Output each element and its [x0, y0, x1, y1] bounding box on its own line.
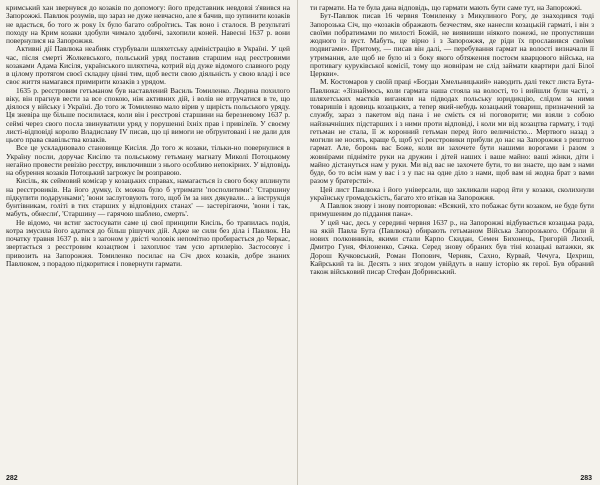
right-paragraph-4: Цей лист Павлюка і його універсали, що закликали народ йти у козаки, сколихнули українську громадськість, багато хто втікав на Запорожжя. [310, 184, 594, 202]
left-paragraph-5: Кисіль, як сеймовий комісар у козацьких справах, намагається із свого боку вплинути на реєстровиків. На його думку, їх можна було б утримати 'посполитими': 'Старшину підкупити подарунками'; 'вони заслуговують того, щоб їм за них дякували... а інструкція бунтівникам, голіті в тих старших у відповідних станах' — застерігаючи, 'вони і так, мабуть, обнесли', 'Старшину — гарячою шаблею, смерть'. [6, 176, 290, 219]
left-paragraph-6: Не відомо, чи встиг застосувати саме ці свої принципи Кисіль, бо трапилась подія, котра змусила його адатися до більш рішучих дій. Адже не сили без діла і Павлюк. На початку травня 1637 р. він з загоном у двісті чоловік непомітно пробирається до Черкас, звертається з реєстровим козацтвом і захоплює там усю артилерію. Застосовує і привозить на Запорожжя. Томиленко посилає на Січ двох козаків, добре знаних Павлюком, з порадою підкоритися і повернути гармати. [6, 217, 290, 268]
left-page-number: 282 [6, 475, 18, 482]
page-gutter [297, 0, 298, 485]
left-paragraph-4: Все це ускладнювало становище Кисіля. До того ж козаки, тільки-но повернулися в Україну посли, доручає Кисілю та польському гетьману магнату Миколі Потоцькому негайно провести ревізію реєстру, виключивши з нього особливо непокірних. У відповідь на обурення козаків Потоцький загрожує їм розправою. [6, 143, 290, 177]
right-paragraph-5: А Павлюк знову і знову повторював: «Всякий, хто побажає бути козаком, не буде бути примушеним до піддання пана». [310, 201, 594, 219]
right-paragraph-1: ти гармати. На те була дана відповідь, що гармати мають бути саме тут, на Запорожжі. [310, 4, 582, 12]
left-page [6, 4, 290, 474]
left-paragraph-3: 1635 р. реєстровим гетьманом був наставлений Василь Томиленко. Людина похилого віку, він прагнув вести за все спокою, ніж активних дій, і волів не втручатися в те, що діялося у війську і Україні. До того ж Томиленко мало вірив у щирість польського уряду. Ця зневіра ще більше посилилася, коли він і реєстрові старшини на березневому 1637 р. сеймі через свого посла звинуватили уряд у порушенні їхніх прав і привілеїв. У своєму листі-відповіді королю Владиславу IV писав, що ці вимоги не обґрунтовані і не дали для цього права свавільства козаків. [6, 85, 290, 144]
left-paragraph-2: Активні дії Павлюка неабияк стурбували шляхетську адміністрацію в Україні. У цей час, після смерті Жолкевського, польський уряд поставив старшим над реєстровими козаками Адама Кисіля, українського шляхтича, котрий від дуже відомого славного роду в цілому протягом своєї складну цінні тим, щоб вести свою діяльність у свою владі і все своє життя намагався примирити козаків з урядом. [6, 44, 290, 87]
right-paragraph-2: Бут-Павлюк писав 16 червня Томиленку з Микулиного Рогу, де знаходився тоді Запорозька Січ, що «козаків ображають безчестям, яке нанесли козацькій гарматі, і він з своїми побратимами по милості Божій, не виявивши ніякого пожежі, не пропустивши жодного із вуст. Мабуть, це вірно і з Запорожжя, де ріди їх прославився своїми подвигами». Притому, — писав він далі, — перебування гармат на волості визначали її утримання, але щоб не було ні з боку якого обтяження постоєм кварцового війська, на противагу куруківської комісії, тому що жовнірам не слід займати квартири далі Білої Церкви». [310, 11, 594, 78]
right-page [310, 4, 594, 474]
right-paragraph-3: М. Костомаров у своїй праці «Богдан Хмельницький» наводить далі текст листа Бута-Павлюка: «Зізнаймось, коли гармата наша стояла на волості, то і вийшли були часті, з шляхетських маєтків виганяли на підводах польську юридикцію, слідом за ними товаришів і вдовиць козацьких, а тепер який-небудь козацький товариш, призначений за службу, зараз з пакетом від пана і не смієть ся ні поговорити; ми взяли з собою найзначніших підстарших і з ними проти відповіді, і коли ми від козацтва гармату, і тоді гетьман не стала, її ж коронний гетьман перед його величністю... Мертвого назад з могили не носять, краще б, щоб усі реєстровики прибули до нас на Запорожжя з рештою гармат. Але, боронь вас Боже, коли ви захочете бути нашими ворогами і разом з жовнірами підніміте руки на дружин і дітей наших і ваше майно: ваші жінки, діти і майно дістануться нам у руки. Ми від вас не захочете бути, то ви знаєте, що вам з нами буде, бо то всім нам у вас і з у пас на одне діло з нами, щоб вам ні жодна брат з вами разом у братерстві». [310, 77, 594, 186]
left-paragraph-1: кримський хан звернувся до козаків по допомогу: його представник невдовзі з'явився на Запорожжі. Павлюк розумів, що зараз не дуже невчасно, але я бачив, що зупинити козаків не вдасться, бо того ж року їх було багато озброїтись. Так воно і сталося. В результаті походу на Крим козаки здобули чимало здобичі, захопили коней. Навесні 1637 р. вони повернулися на Запорожжя. [6, 4, 290, 45]
right-page-number: 283 [580, 475, 592, 482]
right-paragraph-6: У цей час, десь у середині червня 1637 р., на Запорожжі відбувається козацька рада, на якій Павла Бута (Павлюка) обирають гетьманом Війська Запорозького. Обрали й нових полковників, якими стали Карпо Скидан, Семен Бихонець, Григорій Лихий, Дмитро Гуня, Філоненко, Сачка. Серед знову обраних був тіні козацькі ватажки, як Дорош Кучковський, Роман Попович, Черняк, Сахно, Курвай, Чечуга, Цехриш, Кайрський та ін. Десять з них згодом увійдуть в нашу історію як герої. Був обраний також військовий писар Стефан Добринський. [310, 217, 594, 276]
